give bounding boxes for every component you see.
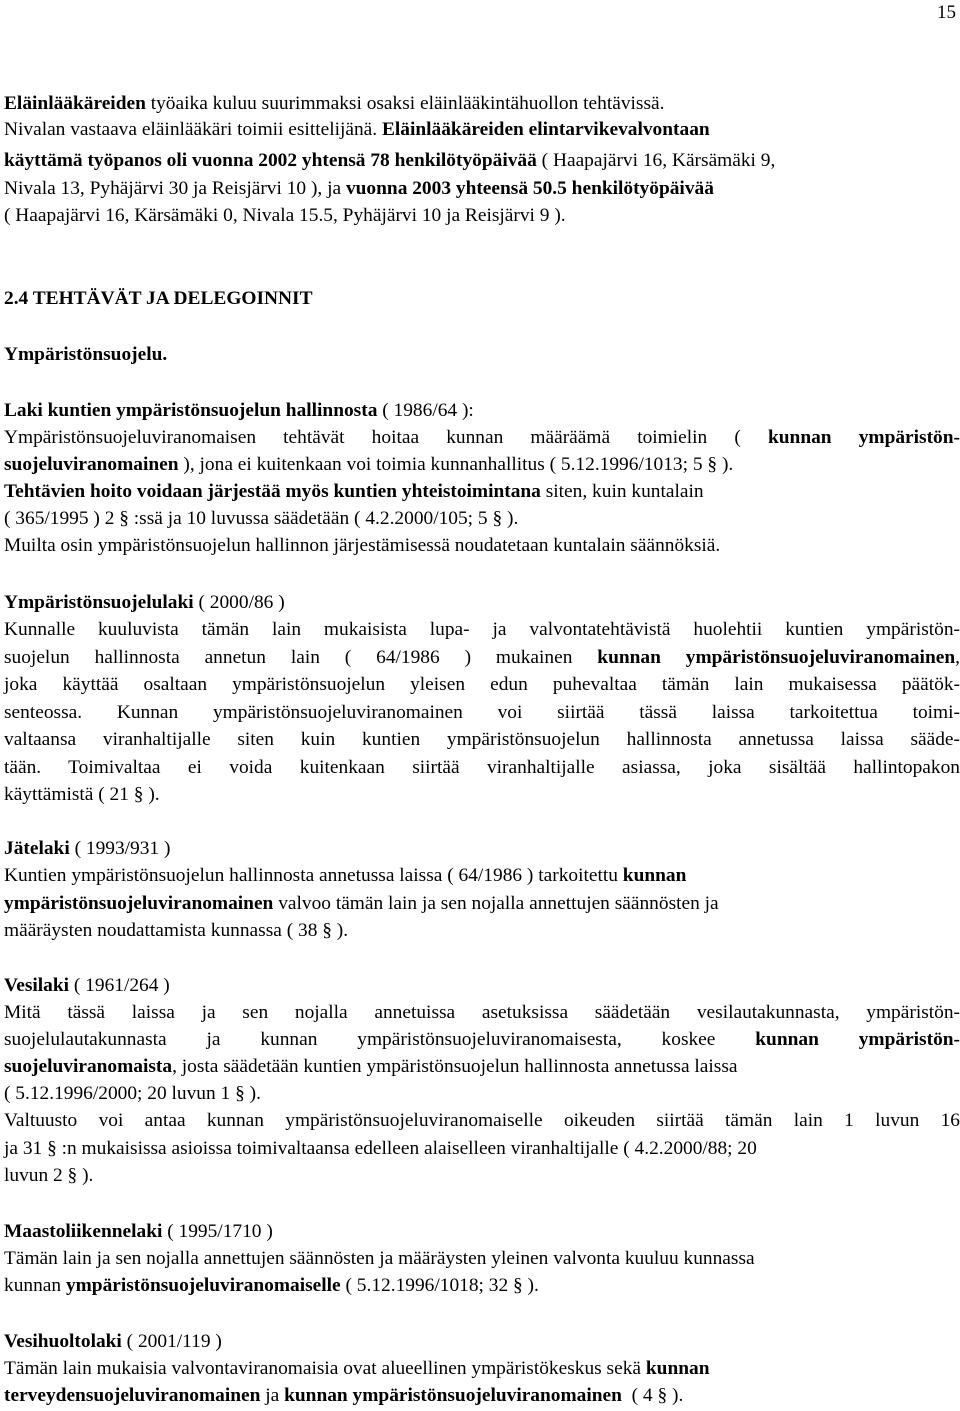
text-segment: ( 1995/1710 ) (162, 1221, 273, 1242)
text-line (4, 1273, 539, 1299)
bold-text-segment: suojeluviranomainen (4, 454, 179, 475)
bold-text-segment: kunnan (622, 865, 687, 886)
bold-text-segment: terveydensuojeluviranomainen (4, 1385, 261, 1406)
text-segment: ( 1993/931 ) (69, 838, 171, 859)
text-line (4, 891, 719, 917)
bold-text-segment: Tehtävien hoito voidaan järjestää myös kuntien yhteistoimintana (4, 481, 541, 502)
text-line (4, 1000, 960, 1026)
text-line (4, 398, 474, 424)
text-segment: Kunnalle kuuluvista tämän lain mukaisista lupa- ja valvontatehtävistä huolehtii kuntien ympäristön- (4, 619, 960, 640)
text-line (4, 342, 167, 368)
text-line (4, 1136, 757, 1162)
text-segment: Nivalan vastaava eläinlääkäri toimii esittelijänä. (4, 119, 382, 140)
text-line (4, 479, 704, 505)
text-line (4, 506, 518, 532)
text-line (4, 452, 733, 478)
text-line (4, 727, 960, 753)
text-segment: ( 365/1995 ) 2 § :ssä ja 10 luvussa säädetään ( 4.2.2000/105; 5 § ). (4, 508, 519, 529)
bold-text-segment: vuonna 2003 yhteensä 50.5 henkilötyöpäivää (345, 178, 714, 199)
bold-text-segment: suojeluviranomaista (4, 1056, 173, 1077)
text-line (4, 203, 566, 229)
text-line (4, 117, 710, 143)
bold-text-segment: Ympäristönsuojelu. (4, 344, 168, 365)
text-segment: määräysten noudattamista kunnassa ( 38 § ). (4, 920, 349, 941)
text-segment: , josta säädetään kuntien ympäristönsuojelun hallinnosta annetussa laissa (172, 1056, 738, 1077)
bold-text-segment: ympäristönsuojeluviranomaiselle (65, 1275, 341, 1296)
text-line (4, 973, 170, 999)
text-segment: , (955, 647, 960, 668)
text-segment: Tämän lain mukaisia valvontaviranomaisia ovat alueellinen ympäristökeskus sekä (4, 1358, 646, 1379)
text-segment: ( Haapajärvi 16, Kärsämäki 0, Nivala 15.5, Pyhäjärvi 10 ja Reisjärvi 9 ). (4, 205, 566, 226)
text-line (4, 176, 714, 202)
text-segment: ( 2001/119 ) (121, 1331, 222, 1352)
text-line (4, 91, 664, 117)
bold-text-segment: Vesihuoltolaki (4, 1331, 122, 1352)
text-segment: ( 1986/64 ): (377, 400, 474, 421)
text-line (4, 617, 960, 643)
text-segment: ( 5.12.1996/2000; 20 luvun 1 § ). (4, 1083, 261, 1104)
text-segment: ja 31 § :n mukaisissa asioissa toimivaltaansa edelleen alaiselleen viranhaltijalle ( 4.2.2000/88; 20 (4, 1138, 757, 1159)
text-line (4, 755, 960, 781)
text-segment: Kuntien ympäristönsuojelun hallinnosta annetussa laissa ( 64/1986 ) tarkoitettu (4, 865, 623, 886)
text-segment: Tämän lain ja sen nojalla annettujen säännösten ja määräysten yleinen valvonta kuuluu kunnassa (4, 1248, 755, 1269)
text-line (4, 1329, 222, 1355)
bold-text-segment: Ympäristönsuojelulaki (4, 592, 194, 613)
text-line (4, 148, 775, 174)
bold-text-segment: kunnan (645, 1358, 710, 1379)
text-segment: ), jona ei kuitenkaan voi toimia kunnanhallitus ( 5.12.1996/1013; 5 § ). (178, 454, 734, 475)
bold-text-segment: Jätelaki (4, 838, 70, 859)
text-segment: työaika kuluu suurimmaksi osaksi eläinlääkintähuollon tehtävissä. (145, 93, 665, 114)
text-line (4, 1219, 273, 1245)
text-segment: tään. Toimivaltaa ei voida kuitenkaan siirtää viranhaltijalle asiassa, joka sisältää hallintopakon (4, 757, 960, 778)
text-line (4, 1081, 261, 1107)
text-line (4, 1027, 960, 1053)
text-segment: Mitä tässä laissa ja sen nojalla annetuissa asetuksissa säädetään vesilautakunnasta, ympäristön- (4, 1002, 960, 1023)
text-segment: senteossa. Kunnan ympäristönsuojeluviranomainen voi siirtää tässä laissa tarkoitettua toimi- (4, 702, 960, 723)
text-line (4, 700, 960, 726)
text-segment: valtaansa viranhaltijalle siten kuin kuntien ympäristönsuojelun hallinnosta annetussa laissa sääde- (4, 729, 960, 750)
text-line (4, 533, 720, 559)
text-segment: ( 2000/86 ) (193, 592, 285, 613)
bold-text-segment: Maastoliikennelaki (4, 1221, 163, 1242)
text-line (4, 836, 170, 862)
text-line (4, 1383, 683, 1409)
text-segment: ( 1961/264 ) (69, 975, 170, 996)
text-line (4, 425, 960, 451)
text-segment: Nivala 13, Pyhäjärvi 30 ja Reisjärvi 10 ), ja (4, 178, 346, 199)
bold-text-segment: ympäristönsuojeluviranomainen (4, 893, 274, 914)
bold-text-segment: Laki kuntien ympäristönsuojelun hallinnosta (4, 400, 378, 421)
text-segment: luvun 2 § ). (4, 1165, 94, 1186)
text-segment: joka käyttää osaltaan ympäristönsuojelun yleisen edun puhevaltaa tämän lain mukaisessa päätök- (4, 674, 960, 695)
text-line (4, 1108, 960, 1134)
text-segment: ( Haapajärvi 16, Kärsämäki 9, (536, 150, 776, 171)
text-segment: Ympäristönsuojeluviranomaisen tehtävät hoitaa kunnan määräämä toimielin ( (4, 427, 768, 448)
text-line (4, 672, 960, 698)
bold-text-segment: Vesilaki (4, 975, 70, 996)
text-line (4, 286, 313, 312)
text-segment: suojelun hallinnosta annetun lain ( 64/1986 ) mukainen (4, 647, 598, 668)
bold-text-segment: käyttämä työpanos oli vuonna 2002 yhtensä 78 henkilötyöpäivää (4, 150, 537, 171)
bold-text-segment: kunnan ympäristön- (767, 427, 960, 448)
text-segment: kunnan (4, 1275, 66, 1296)
text-line (4, 863, 686, 889)
text-line (4, 645, 960, 671)
text-segment: siten, kuin kuntalain (540, 481, 704, 502)
text-segment: Valtuusto voi antaa kunnan ympäristönsuojeluviranomaiselle oikeuden siirtää tämän lain 1 luvun 16 (4, 1110, 960, 1131)
text-line (4, 1054, 738, 1080)
text-segment: ja (260, 1385, 285, 1406)
text-line (4, 782, 160, 808)
text-segment: ( 4 § ). (621, 1385, 684, 1406)
text-segment: Muilta osin ympäristönsuojelun hallinnon järjestämisessä noudatetaan kuntalain säännöksiä. (4, 535, 721, 556)
text-line (4, 918, 348, 944)
bold-text-segment: kunnan ympäristönsuojeluviranomainen (597, 647, 956, 668)
text-line (4, 1356, 710, 1382)
text-segment: valvoo tämän lain ja sen nojalla annettujen säännösten ja (273, 893, 719, 914)
text-line (4, 1163, 93, 1189)
bold-text-segment: kunnan ympäristön- (755, 1029, 960, 1050)
bold-text-segment: Eläinlääkäreiden (4, 93, 146, 114)
text-line (4, 1246, 755, 1272)
bold-text-segment: kunnan ympäristönsuojeluviranomainen (284, 1385, 622, 1406)
text-line (4, 590, 285, 616)
bold-text-segment: Eläinlääkäreiden elintarvikevalvontaan (381, 119, 710, 140)
bold-text-segment: 2.4 TEHTÄVÄT JA DELEGOINNIT (4, 288, 313, 309)
text-segment: ( 5.12.1996/1018; 32 § ). (340, 1275, 539, 1296)
text-segment: suojelulautakunnasta ja kunnan ympäristönsuojeluviranomaisesta, koskee (4, 1029, 756, 1050)
text-segment: käyttämistä ( 21 § ). (4, 784, 160, 805)
page-number: 15 (937, 2, 956, 23)
